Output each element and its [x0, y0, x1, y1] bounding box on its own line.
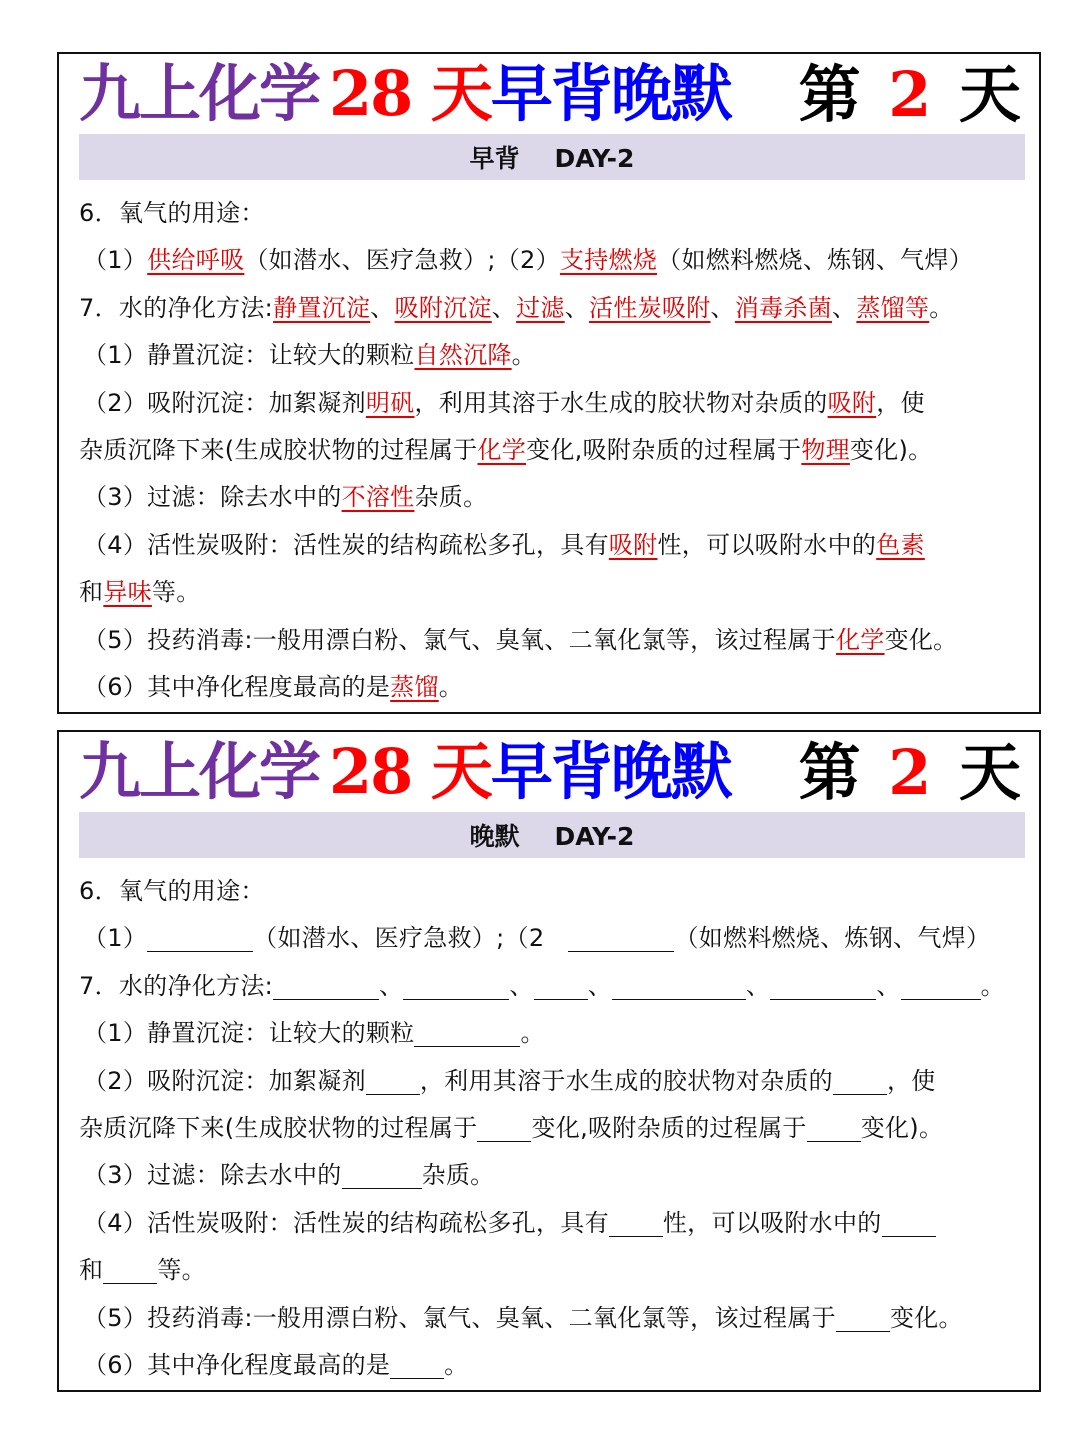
section-6-title: 6．氧气的用途：: [79, 199, 265, 227]
title-slogan: 早背晚默: [490, 57, 731, 130]
blank[interactable]: [833, 1064, 887, 1095]
section-7-line: 7．水的净化方法:静置沉淀、吸附沉淀、过滤、活性炭吸附、消毒杀菌、蒸馏等。: [79, 293, 954, 322]
answer: 不溶性: [341, 483, 415, 512]
morning-content: [59, 180, 1039, 711]
answer: 吸附: [827, 388, 877, 417]
item-5: （5）投药消毒:一般用漂白粉、氯气、臭氧、二氧化氯等，该过程属于 变化。: [79, 1295, 1039, 1342]
answer: 物理: [801, 435, 850, 464]
evening-content: [59, 858, 1039, 1389]
evening-card: [57, 730, 1041, 1392]
title-days: 28 天: [329, 735, 491, 808]
item-5: （5）投药消毒:一般用漂白粉、氯气、臭氧、二氧化氯等，该过程属于化学变化。: [83, 625, 958, 654]
section-6-title: 6．氧气的用途：: [79, 877, 265, 905]
item-2-continued: 杂质沉降下来(生成胶状物的过程属于 变化,吸附杂质的过程属于 变化)。: [79, 1105, 1039, 1152]
item-1: （1）静置沉淀：让较大的颗粒 。: [79, 1010, 1039, 1057]
answer: 消毒杀菌: [734, 293, 833, 322]
day-indicator: 第 2 天: [798, 58, 1021, 131]
blank[interactable]: [477, 1111, 531, 1142]
answer: 化学: [477, 435, 527, 464]
item-6: （6）其中净化程度最高的是蒸馏。: [83, 672, 464, 701]
answer: 供给呼吸: [147, 246, 245, 275]
blank[interactable]: [414, 1016, 520, 1047]
blank[interactable]: [534, 969, 588, 1000]
item-4-continued: 和异味等。: [79, 578, 201, 607]
blank[interactable]: [612, 969, 746, 1000]
item-2: （2）吸附沉淀：加絮凝剂明矾，利用其溶于水生成的胶状物对杂质的吸附，使: [83, 388, 925, 417]
title-slogan: 早背晚默: [490, 735, 731, 808]
blank[interactable]: [147, 921, 253, 952]
blank[interactable]: [273, 969, 379, 1000]
section-7-line: 7．水的净化方法: 、 、 、 、 、 。: [79, 963, 1039, 1010]
header-title: [79, 57, 731, 130]
answer: 色素: [876, 530, 925, 559]
section-band-morning: 早背 DAY-2: [79, 134, 1025, 180]
title-subject: 九上化学: [79, 57, 320, 130]
blank[interactable]: [770, 969, 876, 1000]
blank[interactable]: [390, 1348, 444, 1379]
day-number: 2: [888, 736, 932, 809]
item-6: （6）其中净化程度最高的是 。: [79, 1342, 1039, 1389]
day-number: 2: [888, 58, 932, 131]
answer: 支持燃烧: [559, 246, 658, 275]
section-band-evening: 晚默 DAY-2: [79, 812, 1025, 858]
header-title: [79, 735, 731, 808]
answer: 活性炭吸附: [589, 293, 711, 322]
title-subject: 九上化学: [79, 735, 320, 808]
page-header: [59, 732, 1039, 812]
blank[interactable]: [882, 1206, 936, 1237]
title-days: 28 天: [329, 57, 491, 130]
answer: 过滤: [516, 293, 565, 322]
blank[interactable]: [568, 921, 674, 952]
answer: 蒸馏等: [856, 293, 930, 322]
blank[interactable]: [342, 1158, 422, 1189]
blank[interactable]: [103, 1253, 157, 1284]
item-3: （3）过滤：除去水中的 杂质。: [79, 1152, 1039, 1199]
answer: 吸附: [608, 530, 658, 559]
blank[interactable]: [366, 1064, 420, 1095]
item-1: （1）静置沉淀：让较大的颗粒自然沉降。: [83, 341, 536, 370]
oxygen-uses-line: （1） （如潜水、医疗急救）;（2 （如燃料燃烧、炼钢、气焊）: [79, 915, 1039, 962]
blank[interactable]: [901, 969, 981, 1000]
answer: 吸附沉淀: [394, 293, 492, 322]
item-4: （4）活性炭吸附：活性炭的结构疏松多孔，具有 性，可以吸附水中的: [79, 1200, 1039, 1247]
answer: 异味: [103, 578, 152, 607]
oxygen-uses-line: （1）供给呼吸（如潜水、医疗急救）;（2）支持燃烧（如燃料燃烧、炼钢、气焊）: [83, 246, 974, 275]
answer: 化学: [835, 625, 885, 654]
item-3: （3）过滤：除去水中的不溶性杂质。: [83, 483, 488, 512]
answer: 自然沉降: [414, 341, 512, 370]
blank[interactable]: [609, 1206, 663, 1237]
blank[interactable]: [807, 1111, 861, 1142]
answer: 明矾: [365, 388, 415, 417]
item-2: （2）吸附沉淀：加絮凝剂 ，利用其溶于水生成的胶状物对杂质的 ，使: [79, 1058, 1039, 1105]
item-4: （4）活性炭吸附：活性炭的结构疏松多孔，具有吸附性，可以吸附水中的色素: [83, 530, 925, 559]
item-4-continued: 和 等。: [79, 1247, 1039, 1294]
blank[interactable]: [403, 969, 509, 1000]
day-indicator: 第 2 天: [798, 736, 1021, 809]
answer: 蒸馏: [390, 672, 439, 701]
answer: 静置沉淀: [273, 293, 371, 322]
morning-card: [57, 52, 1041, 714]
page-header: [59, 54, 1039, 134]
blank[interactable]: [836, 1301, 890, 1332]
item-2-continued: 杂质沉降下来(生成胶状物的过程属于化学变化,吸附杂质的过程属于物理变化)。: [79, 435, 933, 464]
